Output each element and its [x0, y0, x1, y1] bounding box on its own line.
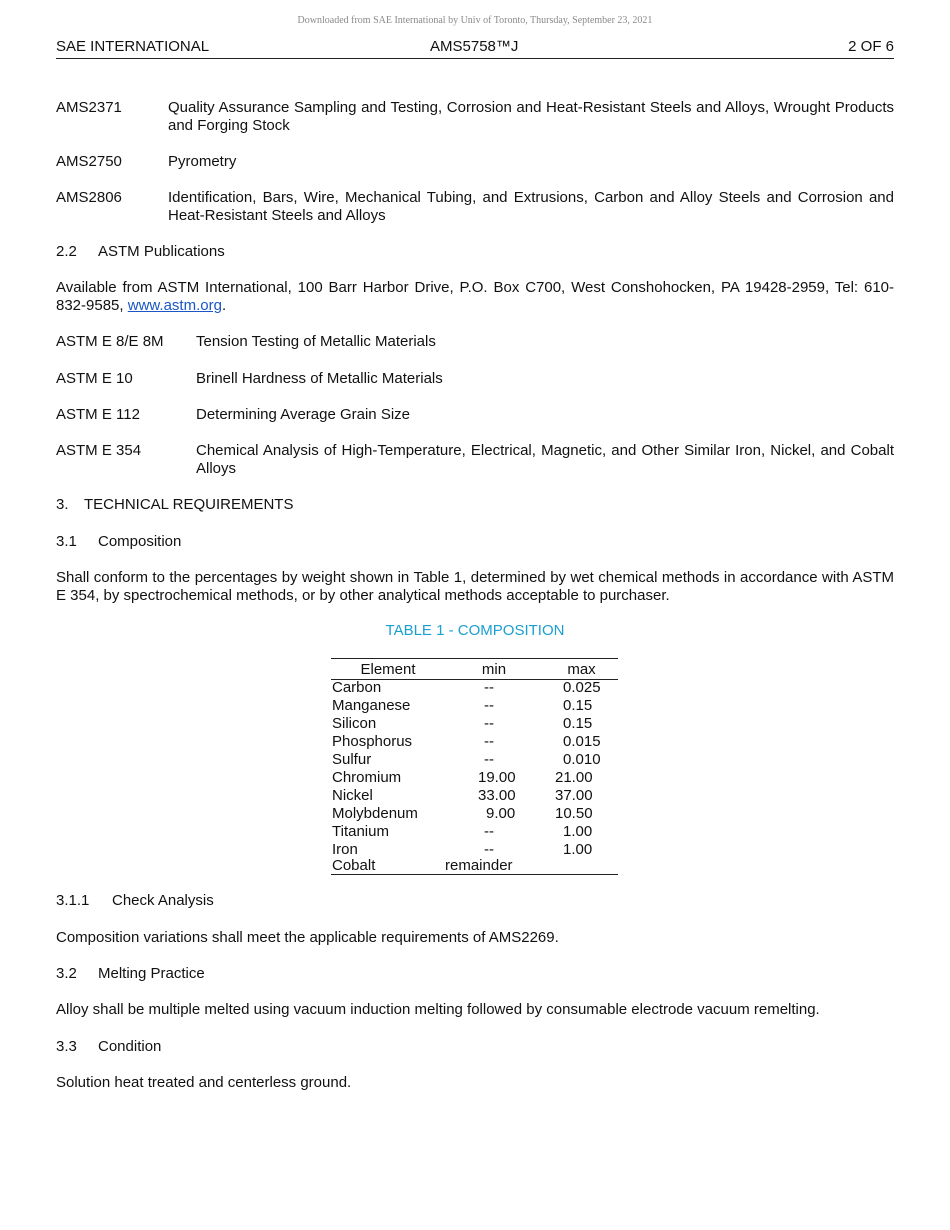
condition-paragraph: Solution heat treated and centerless ground.: [56, 1074, 352, 1091]
min-value: remainder: [445, 857, 513, 874]
max-value: 0.15: [563, 715, 593, 732]
check-analysis-paragraph: Composition variations shall meet the applicable requirements of AMS2269.: [56, 929, 559, 946]
reference-ams2806: [56, 189, 894, 225]
table-row: [331, 823, 618, 841]
section-3-heading: [56, 496, 894, 514]
section-title: Check Analysis: [112, 892, 214, 909]
column-header-element: Element: [360, 661, 416, 678]
element-name: Nickel: [332, 787, 373, 804]
column-header-min: min: [481, 661, 507, 678]
reference-title: Quality Assurance Sampling and Testing, Corrosion and Heat-Resistant Steels and Alloys, Wrought Products and Forging Stock: [168, 99, 894, 134]
section-3-1-heading: [56, 533, 894, 551]
max-value: 1.00: [563, 823, 593, 840]
table-row: [331, 857, 618, 875]
min-value: 33.00: [478, 787, 516, 804]
astm-availability-paragraph: [56, 279, 894, 315]
reference-astm-e8: [56, 333, 894, 351]
astm-availability-text: Available from ASTM International, 100 Barr Harbor Drive, P.O. Box C700, West Conshohocken, PA 19428-2959, Tel: 610-832-9585,: [56, 279, 894, 314]
reference-code: ASTM E 8/E 8M: [56, 333, 164, 350]
element-name: Cobalt: [332, 857, 376, 874]
min-value: 19.00: [478, 769, 516, 786]
reference-title: Tension Testing of Metallic Materials: [196, 333, 436, 350]
page-header: [56, 38, 894, 59]
section-title: ASTM Publications: [98, 243, 225, 260]
reference-title: Brinell Hardness of Metallic Materials: [196, 370, 443, 387]
min-value: 9.00: [486, 805, 516, 822]
section-3-3-heading: [56, 1038, 894, 1056]
element-name: Manganese: [332, 697, 411, 714]
download-watermark: Downloaded from SAE International by Univ of Toronto, Thursday, September 23, 2021: [297, 15, 653, 26]
reference-astm-e10: [56, 370, 894, 388]
table-row: [331, 805, 618, 823]
table-row: [331, 751, 618, 769]
section-number: 3.2: [56, 965, 77, 982]
section-3-2-heading: [56, 965, 894, 983]
table-row: [331, 715, 618, 733]
min-value: --: [484, 841, 494, 858]
table-row: [331, 697, 618, 715]
element-name: Carbon: [332, 679, 382, 696]
max-value: 1.00: [563, 841, 593, 858]
reference-title: Determining Average Grain Size: [196, 406, 410, 423]
element-name: Phosphorus: [332, 733, 413, 750]
reference-code: ASTM E 10: [56, 370, 133, 387]
section-title: Melting Practice: [98, 965, 205, 982]
astm-website-link[interactable]: www.astm.org: [127, 297, 222, 314]
table-caption: TABLE 1 - COMPOSITION: [385, 622, 565, 639]
section-title: TECHNICAL REQUIREMENTS: [84, 496, 294, 513]
table-row: [331, 679, 618, 697]
melting-practice-paragraph: Alloy shall be multiple melted using vacuum induction melting followed by consumable electrode vacuum remelting.: [56, 1001, 820, 1018]
max-value: 37.00: [555, 787, 593, 804]
table-row: [331, 769, 618, 787]
reference-code: ASTM E 354: [56, 442, 142, 459]
element-name: Silicon: [332, 715, 377, 732]
min-value: --: [484, 751, 494, 768]
reference-astm-e354: [56, 442, 894, 478]
header-doc-id: AMS5758™J: [430, 38, 519, 55]
header-page-number: 2 OF 6: [848, 38, 894, 55]
reference-title: Identification, Bars, Wire, Mechanical Tubing, and Extrusions, Carbon and Alloy Steels and Corrosion and Heat-Resistant Steels and Alloys: [168, 189, 894, 224]
section-number: 3.1.1: [56, 892, 90, 909]
element-name: Molybdenum: [332, 805, 418, 822]
section-number: 2.2: [56, 243, 77, 260]
element-name: Titanium: [332, 823, 389, 840]
min-value: --: [484, 733, 494, 750]
element-name: Chromium: [332, 769, 402, 786]
reference-title: Chemical Analysis of High-Temperature, Electrical, Magnetic, and Other Similar Iron, Nickel, and Cobalt Alloys: [196, 442, 894, 477]
min-value: --: [484, 679, 494, 696]
section-title: Condition: [98, 1038, 162, 1055]
min-value: --: [484, 715, 494, 732]
reference-astm-e112: [56, 406, 894, 424]
max-value: 0.025: [563, 679, 601, 696]
astm-availability-tail: .: [221, 297, 227, 314]
max-value: 0.15: [563, 697, 593, 714]
max-value: 0.010: [563, 751, 601, 768]
composition-table: [331, 658, 618, 875]
section-title: Composition: [98, 533, 182, 550]
reference-code: AMS2750: [56, 153, 122, 170]
section-number: 3.: [56, 496, 69, 513]
element-name: Sulfur: [332, 751, 372, 768]
reference-code: AMS2371: [56, 99, 122, 116]
section-number: 3.1: [56, 533, 77, 550]
composition-paragraph: Shall conform to the percentages by weight shown in Table 1, determined by wet chemical methods in accordance with ASTM E 354, by spectrochemical methods, or by other analytical methods acceptable to purchaser.: [56, 569, 894, 604]
reference-code: AMS2806: [56, 189, 122, 206]
reference-ams2750: [56, 153, 894, 171]
min-value: --: [484, 697, 494, 714]
max-value: 10.50: [555, 805, 593, 822]
column-header-max: max: [567, 661, 596, 678]
section-number: 3.3: [56, 1038, 77, 1055]
section-3-1-1-heading: [56, 892, 894, 910]
min-value: --: [484, 823, 494, 840]
section-2-2-heading: [56, 243, 894, 261]
table-row: [331, 787, 618, 805]
header-org: SAE INTERNATIONAL: [56, 38, 210, 55]
reference-title: Pyrometry: [168, 153, 237, 170]
table-row: [331, 733, 618, 751]
reference-code: ASTM E 112: [56, 406, 140, 423]
max-value: 0.015: [563, 733, 601, 750]
max-value: 21.00: [555, 769, 593, 786]
reference-ams2371: [56, 99, 894, 135]
element-name: Iron: [332, 841, 358, 858]
table-header-row: [331, 661, 618, 679]
